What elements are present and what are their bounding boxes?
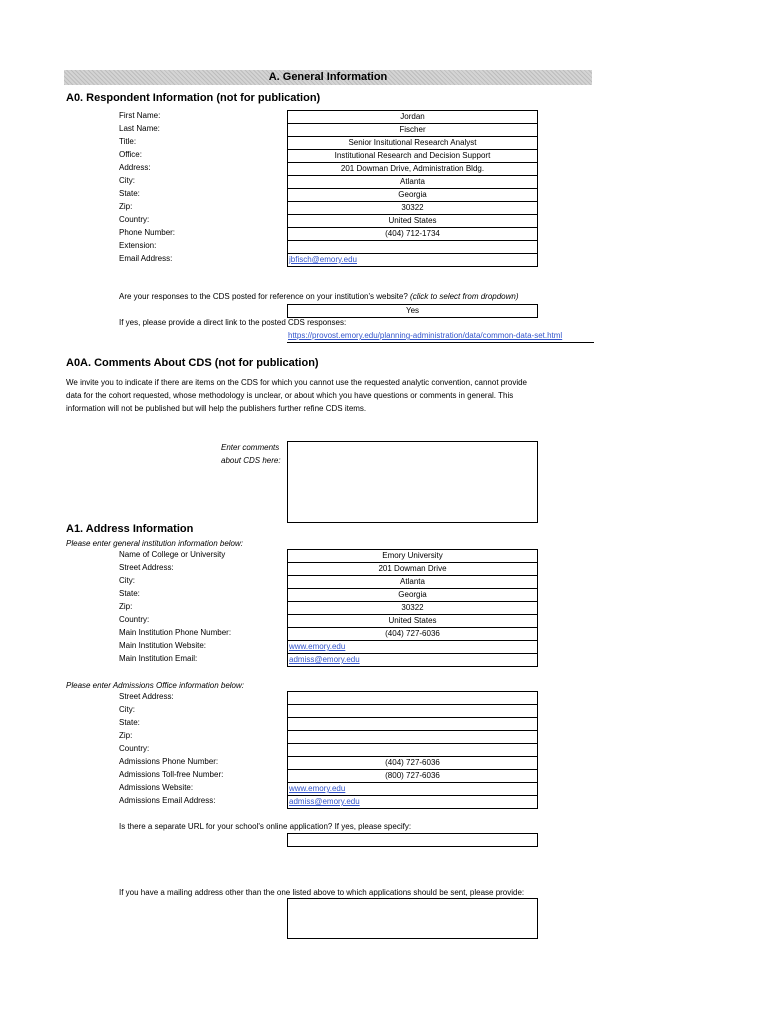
respondent-field-value[interactable]: 201 Dowman Drive, Administration Bldg. xyxy=(287,163,538,176)
admissions-field-value[interactable] xyxy=(287,718,538,731)
comments-label-2: about CDS here: xyxy=(221,456,281,465)
admissions-field-label: Country: xyxy=(119,744,150,753)
posted-question: Are your responses to the CDS posted for reference on your institution's website? (click to select from dropdown) xyxy=(119,292,519,301)
respondent-field-label: Email Address: xyxy=(119,254,173,263)
respondent-field-value[interactable]: Senior Insitutional Research Analyst xyxy=(287,137,538,150)
admissions-field-value[interactable] xyxy=(287,744,538,757)
admissions-field-value[interactable]: (800) 727-6036 xyxy=(287,770,538,783)
posted-answer-dropdown[interactable]: Yes xyxy=(287,304,538,318)
admissions-field-value[interactable] xyxy=(287,731,538,744)
respondent-field-label: Address: xyxy=(119,163,151,172)
respondent-field-value[interactable]: jbfisch@emory.edu xyxy=(287,254,538,267)
online-question: Is there a separate URL for your school's online application? If yes, please specify: xyxy=(119,822,412,831)
respondent-field-label: Extension: xyxy=(119,241,157,250)
institution-field-label: Main Institution Email: xyxy=(119,654,198,663)
mailing-address-textarea[interactable] xyxy=(287,898,538,939)
a0-title: A0. Respondent Information (not for publication) xyxy=(66,92,321,104)
admissions-field-label: Zip: xyxy=(119,731,133,740)
respondent-field-label: State: xyxy=(119,189,140,198)
comments-textarea[interactable] xyxy=(287,441,538,523)
institution-field-value[interactable]: United States xyxy=(287,615,538,628)
a1-title: A1. Address Information xyxy=(66,523,194,535)
respondent-field-value[interactable]: Atlanta xyxy=(287,176,538,189)
comments-label-1: Enter comments xyxy=(221,443,280,452)
admissions-field-label: City: xyxy=(119,705,135,714)
institution-field-value[interactable]: 201 Dowman Drive xyxy=(287,563,538,576)
institution-field-value[interactable]: www.emory.edu xyxy=(287,641,538,654)
admissions-intro: Please enter Admissions Office information below: xyxy=(66,681,245,690)
mailing-question: If you have a mailing address other than the one listed above to which applications should be sent, please provide: xyxy=(119,888,525,897)
admissions-field-value[interactable]: www.emory.edu xyxy=(287,783,538,796)
institution-field-label: Street Address: xyxy=(119,563,174,572)
link-question: If yes, please provide a direct link to the posted CDS responses: xyxy=(119,318,347,327)
respondent-field-label: Last Name: xyxy=(119,124,160,133)
a0a-title: A0A. Comments About CDS (not for publication) xyxy=(66,357,319,369)
respondent-field-label: Title: xyxy=(119,137,137,146)
admissions-field-label: Street Address: xyxy=(119,692,174,701)
institution-field-value[interactable]: 30322 xyxy=(287,602,538,615)
respondent-field-value[interactable]: 30322 xyxy=(287,202,538,215)
respondent-field-value[interactable]: United States xyxy=(287,215,538,228)
admissions-field-label: Admissions Toll-free Number: xyxy=(119,770,224,779)
respondent-field-value[interactable]: Jordan xyxy=(287,110,538,124)
respondent-field-label: Zip: xyxy=(119,202,133,211)
admissions-field-value[interactable] xyxy=(287,705,538,718)
section-banner: A. General Information xyxy=(64,70,592,85)
respondent-field-label: Office: xyxy=(119,150,142,159)
respondent-field-value[interactable] xyxy=(287,241,538,254)
institution-field-label: Main Institution Phone Number: xyxy=(119,628,232,637)
general-intro: Please enter general institution information below: xyxy=(66,539,243,548)
respondent-field-label: First Name: xyxy=(119,111,161,120)
admissions-field-label: Admissions Email Address: xyxy=(119,796,216,805)
admissions-field-label: Admissions Phone Number: xyxy=(119,757,219,766)
admissions-field-value[interactable] xyxy=(287,691,538,705)
respondent-field-value[interactable]: Georgia xyxy=(287,189,538,202)
online-url-input[interactable] xyxy=(287,833,538,847)
respondent-field-label: Phone Number: xyxy=(119,228,176,237)
institution-field-value[interactable]: Emory University xyxy=(287,549,538,563)
respondent-field-label: Country: xyxy=(119,215,150,224)
respondent-field-value[interactable]: (404) 712-1734 xyxy=(287,228,538,241)
respondent-field-value[interactable]: Institutional Research and Decision Support xyxy=(287,150,538,163)
respondent-field-value[interactable]: Fischer xyxy=(287,124,538,137)
institution-field-label: Main Institution Website: xyxy=(119,641,207,650)
institution-field-label: State: xyxy=(119,589,140,598)
admissions-field-label: State: xyxy=(119,718,140,727)
cds-link[interactable]: https://provost.emory.edu/planning-administration/data/common-data-set.html xyxy=(287,330,594,343)
a0a-paragraph: We invite you to indicate if there are items on the CDS for which you cannot use the requested analytic convention, cannot provide data for the cohort requested, whose methodology is unclear, or about which you have questions or comments in general. This information will not be published but will help the publishers further refine CDS items. xyxy=(66,378,528,413)
institution-field-value[interactable]: (404) 727-6036 xyxy=(287,628,538,641)
institution-field-value[interactable]: admiss@emory.edu xyxy=(287,654,538,667)
respondent-field-label: City: xyxy=(119,176,135,185)
institution-field-value[interactable]: Georgia xyxy=(287,589,538,602)
admissions-field-value[interactable]: (404) 727-6036 xyxy=(287,757,538,770)
admissions-field-label: Admissions Website: xyxy=(119,783,194,792)
institution-field-label: Country: xyxy=(119,615,150,624)
admissions-field-value[interactable]: admiss@emory.edu xyxy=(287,796,538,809)
institution-field-value[interactable]: Atlanta xyxy=(287,576,538,589)
institution-field-label: Zip: xyxy=(119,602,133,611)
institution-field-label: City: xyxy=(119,576,135,585)
institution-field-label: Name of College or University xyxy=(119,550,226,559)
